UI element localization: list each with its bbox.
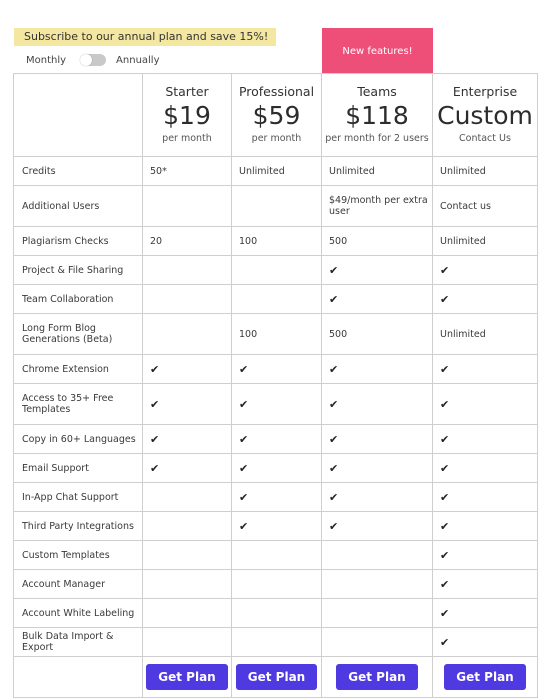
- feature-label: Project & File Sharing: [14, 256, 143, 285]
- footer-empty-cell: [14, 657, 143, 698]
- check-icon: ✔: [440, 263, 450, 277]
- feature-value: Contact us: [433, 186, 538, 227]
- feature-value: Unlimited: [433, 157, 538, 186]
- annually-label: Annually: [116, 54, 160, 66]
- check-icon: ✔: [440, 490, 450, 504]
- plan-starter: [143, 74, 232, 157]
- check-icon: ✔: [440, 432, 450, 446]
- feature-value: [232, 628, 322, 657]
- get-plan-button-professional[interactable]: Get Plan: [236, 664, 317, 690]
- feature-cell: [433, 384, 538, 425]
- feature-value: [143, 628, 232, 657]
- feature-label: Access to 35+ Free Templates: [14, 384, 143, 425]
- feature-value: [232, 570, 322, 599]
- check-icon: ✔: [329, 490, 339, 504]
- feature-value: [232, 256, 322, 285]
- check-icon: ✔: [329, 292, 339, 306]
- feature-label: Long Form Blog Generations (Beta): [14, 314, 143, 355]
- check-icon: ✔: [239, 519, 249, 533]
- feature-value: 20: [143, 227, 232, 256]
- check-icon: ✔: [440, 397, 450, 411]
- feature-row: [14, 314, 538, 355]
- feature-label: Copy in 60+ Languages: [14, 425, 143, 454]
- feature-cell: [232, 454, 322, 483]
- feature-cell: [232, 425, 322, 454]
- feature-cell: [433, 599, 538, 628]
- feature-value: [232, 285, 322, 314]
- feature-row: [14, 256, 538, 285]
- feature-cell: [232, 483, 322, 512]
- feature-row: [14, 157, 538, 186]
- check-icon: ✔: [150, 432, 160, 446]
- plan-header-row: [14, 74, 538, 157]
- feature-value: Unlimited: [433, 227, 538, 256]
- feature-cell: [322, 454, 433, 483]
- feature-value: [322, 570, 433, 599]
- feature-cell: [433, 355, 538, 384]
- plan-price: $59: [252, 101, 301, 130]
- check-icon: ✔: [440, 292, 450, 306]
- feature-value: Unlimited: [322, 157, 433, 186]
- cta-cell: [322, 657, 433, 698]
- feature-row: [14, 355, 538, 384]
- feature-value: [143, 541, 232, 570]
- feature-value: $49/month per extra user: [322, 186, 433, 227]
- feature-value: [143, 186, 232, 227]
- feature-row: [14, 570, 538, 599]
- check-icon: ✔: [440, 461, 450, 475]
- check-icon: ✔: [239, 362, 249, 376]
- plan-name: Enterprise: [452, 84, 518, 99]
- plan-price: $19: [163, 101, 211, 130]
- feature-value: 100: [232, 314, 322, 355]
- feature-cell: [143, 384, 232, 425]
- feature-cell: [433, 628, 538, 657]
- billing-toggle-row: [26, 52, 160, 68]
- feature-row: [14, 425, 538, 454]
- feature-cell: [433, 256, 538, 285]
- header-empty-cell: [14, 74, 143, 157]
- plan-price: Custom: [437, 101, 533, 130]
- feature-cell: [232, 512, 322, 541]
- check-icon: ✔: [329, 519, 339, 533]
- feature-cell: [322, 355, 433, 384]
- check-icon: ✔: [440, 606, 450, 620]
- feature-cell: [433, 512, 538, 541]
- feature-row: [14, 628, 538, 657]
- check-icon: ✔: [239, 461, 249, 475]
- feature-value: [143, 285, 232, 314]
- feature-cell: [232, 384, 322, 425]
- feature-value: 100: [232, 227, 322, 256]
- get-plan-button-teams[interactable]: Get Plan: [336, 664, 417, 690]
- feature-row: [14, 186, 538, 227]
- feature-label: Custom Templates: [14, 541, 143, 570]
- feature-cell: [322, 512, 433, 541]
- check-icon: ✔: [329, 263, 339, 277]
- feature-row: [14, 483, 538, 512]
- plan-period: per month: [162, 133, 212, 144]
- plan-name: Teams: [357, 84, 397, 99]
- cta-cell: [433, 657, 538, 698]
- check-icon: ✔: [440, 577, 450, 591]
- feature-value: [232, 186, 322, 227]
- feature-cell: [143, 425, 232, 454]
- check-icon: ✔: [239, 397, 249, 411]
- plan-price: $118: [345, 101, 409, 130]
- feature-value: [232, 599, 322, 628]
- toggle-knob: [80, 54, 92, 66]
- promo-banner: Subscribe to our annual plan and save 15%!: [14, 28, 276, 46]
- get-plan-button-starter[interactable]: Get Plan: [146, 664, 227, 690]
- feature-cell: [433, 570, 538, 599]
- feature-value: 500: [322, 314, 433, 355]
- feature-label: Bulk Data Import & Export: [14, 628, 143, 657]
- feature-value: [143, 570, 232, 599]
- plan-period: per month for 2 users: [325, 133, 429, 144]
- feature-value: [143, 256, 232, 285]
- feature-cell: [322, 384, 433, 425]
- plan-period: per month: [251, 133, 302, 144]
- cta-cell: [232, 657, 322, 698]
- feature-row: [14, 384, 538, 425]
- feature-value: [143, 512, 232, 541]
- feature-row: [14, 541, 538, 570]
- feature-value: 50*: [143, 157, 232, 186]
- check-icon: ✔: [150, 461, 160, 475]
- check-icon: ✔: [329, 432, 339, 446]
- check-icon: ✔: [329, 362, 339, 376]
- feature-value: [322, 628, 433, 657]
- feature-label: Additional Users: [14, 186, 143, 227]
- check-icon: ✔: [150, 362, 160, 376]
- feature-row: [14, 512, 538, 541]
- plan-name: Starter: [165, 84, 209, 99]
- feature-cell: [433, 454, 538, 483]
- feature-label: Chrome Extension: [14, 355, 143, 384]
- feature-cell: [433, 483, 538, 512]
- check-icon: ✔: [440, 519, 450, 533]
- feature-label: Plagiarism Checks: [14, 227, 143, 256]
- check-icon: ✔: [329, 461, 339, 475]
- check-icon: ✔: [440, 362, 450, 376]
- feature-cell: [433, 425, 538, 454]
- feature-cell: [322, 285, 433, 314]
- feature-value: [322, 599, 433, 628]
- feature-value: [232, 541, 322, 570]
- check-icon: ✔: [239, 490, 249, 504]
- feature-value: [322, 541, 433, 570]
- feature-value: 500: [322, 227, 433, 256]
- plan-period: Contact Us: [459, 133, 511, 144]
- feature-value: [143, 314, 232, 355]
- check-icon: ✔: [239, 432, 249, 446]
- check-icon: ✔: [329, 397, 339, 411]
- plan-professional: [232, 74, 322, 157]
- feature-label: Account Manager: [14, 570, 143, 599]
- plan-teams: [322, 74, 433, 157]
- feature-label: Account White Labeling: [14, 599, 143, 628]
- feature-cell: [322, 425, 433, 454]
- feature-label: Third Party Integrations: [14, 512, 143, 541]
- cta-cell: [143, 657, 232, 698]
- feature-cell: [433, 285, 538, 314]
- check-icon: ✔: [440, 635, 450, 649]
- feature-value: [143, 599, 232, 628]
- feature-label: Credits: [14, 157, 143, 186]
- feature-label: Email Support: [14, 454, 143, 483]
- monthly-label: Monthly: [26, 54, 67, 66]
- feature-value: [143, 483, 232, 512]
- feature-cell: [322, 483, 433, 512]
- plan-enterprise: [433, 74, 538, 157]
- plan-name: Professional: [238, 84, 315, 99]
- feature-cell: [143, 355, 232, 384]
- feature-cell: [322, 256, 433, 285]
- feature-row: [14, 227, 538, 256]
- feature-label: Team Collaboration: [14, 285, 143, 314]
- cta-row: [14, 657, 538, 698]
- get-plan-button-enterprise[interactable]: Get Plan: [444, 664, 525, 690]
- billing-toggle[interactable]: [80, 54, 106, 66]
- feature-value: Unlimited: [433, 314, 538, 355]
- feature-cell: [232, 355, 322, 384]
- pricing-table: [13, 73, 538, 698]
- new-features-badge: New features!: [322, 28, 433, 74]
- feature-label: In-App Chat Support: [14, 483, 143, 512]
- feature-cell: [433, 541, 538, 570]
- feature-row: [14, 285, 538, 314]
- check-icon: ✔: [150, 397, 160, 411]
- feature-cell: [143, 454, 232, 483]
- feature-value: Unlimited: [232, 157, 322, 186]
- check-icon: ✔: [440, 548, 450, 562]
- feature-row: [14, 599, 538, 628]
- feature-row: [14, 454, 538, 483]
